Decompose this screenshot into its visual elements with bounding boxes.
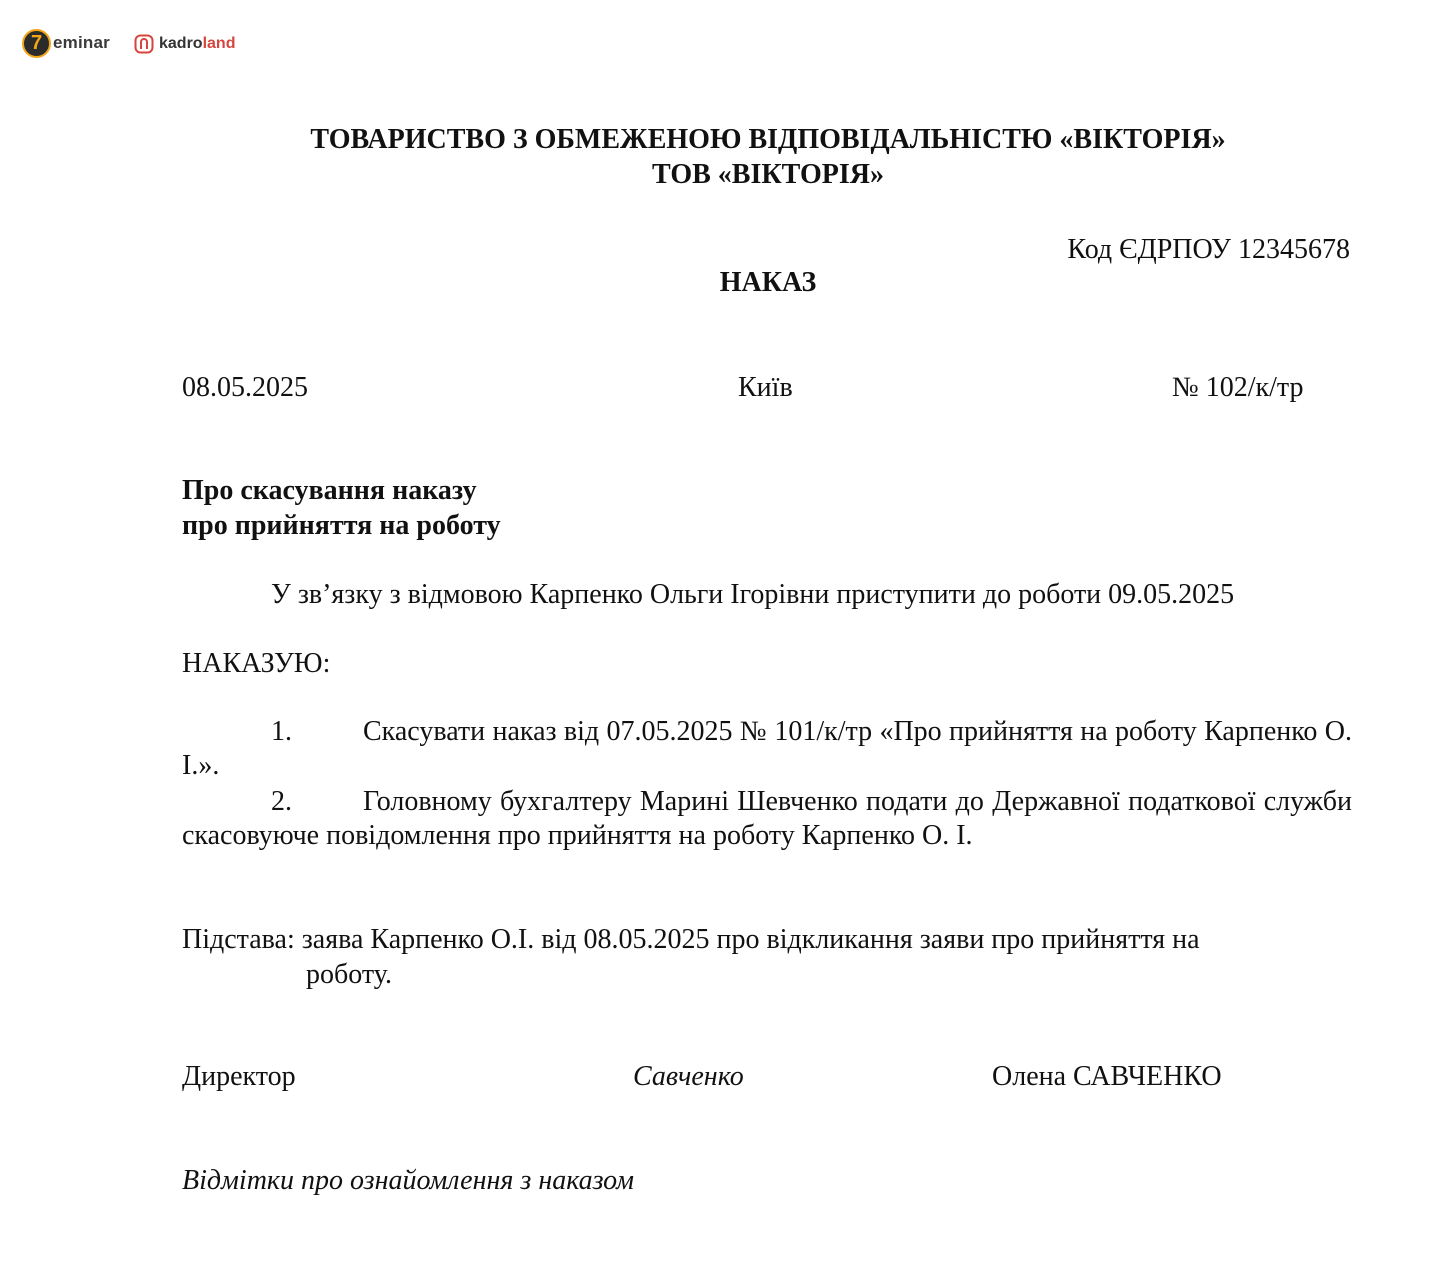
order-item-text: Скасувати наказ від 07.05.2025 № 101/к/тр «Про прийняття на роботу Карпенко О. І.». xyxy=(182,716,1352,781)
kadroland-logo xyxy=(134,32,235,56)
order-number: № 102/к/тр xyxy=(1172,372,1304,403)
order-item-text: Головному бухгалтеру Марині Шевченко подати до Державної податкової служби скасовуюче повідомлення про прийняття на роботу Карпенко О. І. xyxy=(182,786,1352,851)
organization-full-name: ТОВАРИСТВО З ОБМЕЖЕНОЮ ВІДПОВІДАЛЬНІСТЮ «ВІКТОРІЯ» xyxy=(310,124,1226,155)
seminar-logo-text: eminar xyxy=(53,33,110,52)
order-city: Київ xyxy=(738,372,793,403)
order-date: 08.05.2025 xyxy=(182,372,308,403)
subject-line-1: Про скасування наказу xyxy=(182,475,477,506)
order-item xyxy=(182,785,1352,853)
signature: Савченко xyxy=(633,1061,744,1092)
document-title: НАКАЗ xyxy=(719,267,817,298)
order-word: НАКАЗУЮ: xyxy=(182,648,331,679)
basis-line-2: роботу. xyxy=(306,959,392,990)
kadroland-icon xyxy=(134,34,154,54)
organization-short-name: ТОВ «ВІКТОРІЯ» xyxy=(652,159,884,190)
signer-full-name: Олена САВЧЕНКО xyxy=(992,1061,1222,1092)
seminar-logo xyxy=(22,28,110,58)
edrpou-code: Код ЄДРПОУ 12345678 xyxy=(1067,234,1350,265)
kadroland-text-a: kadro xyxy=(159,35,203,52)
subject-line-2: про прийняття на роботу xyxy=(182,510,501,541)
order-item-number: 1. xyxy=(271,716,292,747)
seminar-badge-icon xyxy=(22,29,51,58)
preamble: У зв’язку з відмовою Карпенко Ольги Ігорівни приступити до роботи 09.05.2025 xyxy=(271,579,1235,610)
acknowledgement-note: Відмітки про ознайомлення з наказом xyxy=(182,1165,634,1196)
seminar-badge-text: 7 xyxy=(30,32,43,54)
order-item xyxy=(182,715,1352,783)
kadroland-text-b: land xyxy=(202,35,236,52)
signer-role: Директор xyxy=(182,1061,296,1092)
order-item-number: 2. xyxy=(271,786,292,817)
basis-line-1: Підстава: заява Карпенко О.І. від 08.05.2025 про відкликання заяви про прийняття на xyxy=(182,924,1200,955)
